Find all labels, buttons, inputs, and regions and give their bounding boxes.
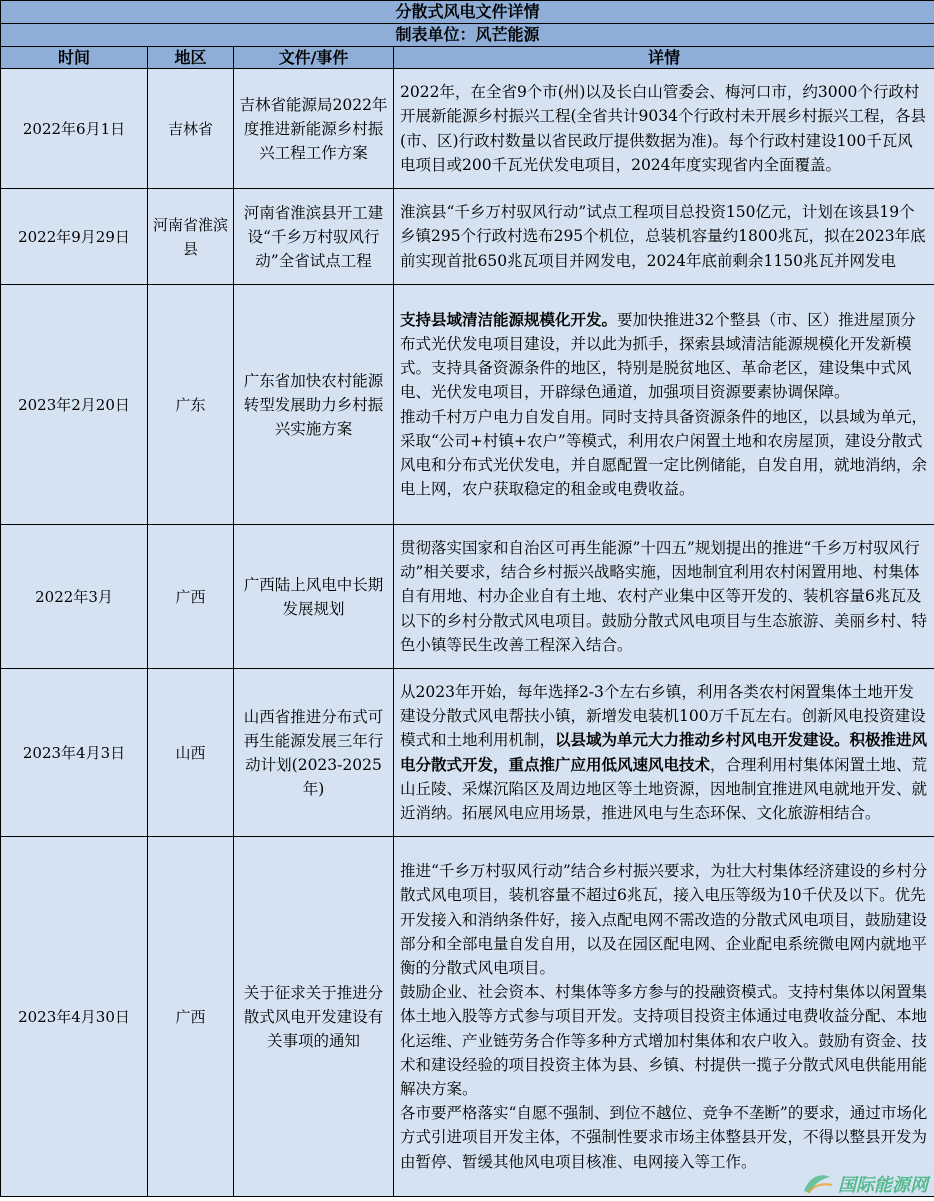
detail-bold: 支持县域清洁能源规模化开发。 (400, 309, 618, 329)
cell-time: 2023年4月30日 (1, 837, 148, 1197)
cell-detail (394, 189, 934, 285)
cell-detail (394, 525, 934, 669)
cell-doc: 广西陆上风电中长期发展规划 (234, 525, 394, 669)
cell-detail (394, 285, 934, 525)
detail-text: 淮滨县“千乡万村驭风行动”试点工程项目总投资150亿元，计划在该县19个乡镇295个行政村选布295个机位，总装机容量约1800兆瓦，拟在2023年底前实现首批650兆瓦项目并网发电，2024年底前剩余1150兆瓦并网发电 (400, 203, 926, 270)
detail-text: 各市要严格落实“自愿不强制、到位不越位、竞争不垄断”的要求，通过市场化方式引进项目开发主体，不强制性要求市场主体整县开发，不得以整县开发为由暂停、暂缓其他风电项目核准、电网接入等工作。 (400, 1104, 928, 1171)
cell-doc: 广东省加快农村能源转型发展助力乡村振兴实施方案 (234, 285, 394, 525)
cell-region: 广东 (148, 285, 234, 525)
watermark-text: 国际能源网 (838, 1175, 928, 1196)
detail-text: 推进“千乡万村驭风行动”结合乡村振兴要求，为壮大村集体经济建设的乡村分散式风电项目，装机容量不超过6兆瓦，接入电压等级为10千伏及以下。优先开发接入和消纳条件好，接入点配电网不需改造的分散式风电项目，鼓励建设部分和全部电量自发自用，以及在园区配电网、企业配电系统微电网内就地平衡的分散式风电项目。 (400, 862, 928, 977)
detail-paragraph (400, 859, 928, 980)
cell-time: 2023年2月20日 (1, 285, 148, 525)
detail-bold: 以县域为单元大力推动乡村风电开发建设。积极推进风电分散式开发，重点推广应用低风速风电技术 (400, 730, 928, 774)
table-title: 分散式风电文件详情 (1, 1, 934, 24)
detail-text: ，合理利用村集体闲置土地、荒山丘陵、采煤沉陷区及周边地区等土地资源，因地制宜推进风电就地开发、就近消纳。拓展风电应用场景，推进风电与生态环保、文化旅游相结合。 (400, 755, 928, 822)
cell-time: 2022年6月1日 (1, 69, 148, 189)
table-row (1, 837, 934, 1197)
detail-paragraph (400, 308, 928, 405)
detail-text: 从2023年开始，每年选择2-3个左右乡镇，利用各类农村闲置集体土地开发建设分散式风电帮扶小镇，新增发电装机100万千瓦左右。创新风电投资建设模式和土地利用机制， (400, 682, 926, 750)
detail-paragraph (400, 80, 928, 177)
table-row (1, 525, 934, 669)
cell-region: 广西 (148, 525, 234, 669)
header-detail: 详情 (394, 47, 934, 69)
cell-time: 2022年3月 (1, 525, 148, 669)
header-time: 时间 (1, 47, 148, 69)
cell-doc: 河南省淮滨县开工建设“千乡万村驭风行动”全省试点工程 (234, 189, 394, 285)
detail-paragraph (400, 536, 928, 657)
table-header-row (1, 47, 934, 69)
table-row (1, 69, 934, 189)
cell-region: 河南省淮滨县 (148, 189, 234, 285)
cell-region: 山西 (148, 669, 234, 837)
cell-doc: 山西省推进分布式可再生能源发展三年行动计划(2023-2025年) (234, 669, 394, 837)
table-unit: 制表单位：风芒能源 (1, 24, 934, 47)
detail-paragraph (400, 1101, 928, 1174)
cell-doc: 关于征求关于推进分散式风电开发建设有关事项的通知 (234, 837, 394, 1197)
table-title-row (1, 1, 934, 24)
cell-detail (394, 69, 934, 189)
table-unit-row (1, 24, 934, 47)
cell-doc: 吉林省能源局2022年度推进新能源乡村振兴工程工作方案 (234, 69, 394, 189)
cell-time: 2022年9月29日 (1, 189, 148, 285)
detail-paragraph (400, 680, 928, 825)
cell-time: 2023年4月3日 (1, 669, 148, 837)
detail-paragraph (400, 200, 928, 273)
header-region: 地区 (148, 47, 234, 69)
detail-paragraph (400, 980, 928, 1101)
detail-text: 鼓励企业、社会资本、村集体等多方参与的投融资模式。支持村集体以闲置集体土地入股等方式参与项目开发。支持项目投资主体通过电费收益分配、本地化运维、产业链劳务合作等多种方式增加村集体和农户收入。鼓励有资金、技术和建设经验的项目投资主体为县、乡镇、村提供一揽子分散式风电供能用能解决方案。 (400, 983, 928, 1098)
detail-text: 推动千村万户电力自发自用。同时支持具备资源条件的地区，以县域为单元，采取“公司+村镇+农户”等模式，利用农户闲置土地和农房屋顶，建设分散式风电和分布式光伏发电，并自愿配置一定比例储能，自发自用，就地消纳，余电上网，农户获取稳定的租金或电费收益。 (400, 407, 928, 499)
detail-text: 要加快推进32个整县（市、区）推进屋顶分布式光伏发电项目建设，并以此为抓手，探索县域清洁能源规模化开发新模式。支持具备资源条件的地区，特别是脱贫地区、革命老区，建设集中式风电、光伏发电项目，开辟绿色通道，加强项目资源要素协调保障。 (400, 310, 916, 402)
table-row (1, 669, 934, 837)
detail-text: 贯彻落实国家和自治区可再生能源”十四五”规划提出的推进“千乡万村驭风行动”相关要求，结合乡村振兴战略实施，因地制宜利用农村闲置用地、村集体自有用地、村办企业自有土地、农村产业集中区等开发的、装机容量6兆瓦及以下的乡村分散式风电项目。鼓励分散式风电项目与生态旅游、美丽乡村、特色小镇等民生改善工程深入结合。 (400, 538, 928, 654)
table-row (1, 285, 934, 525)
cell-region: 吉林省 (148, 69, 234, 189)
detail-paragraph (400, 405, 928, 502)
cell-region: 广西 (148, 837, 234, 1197)
cell-detail (394, 837, 934, 1197)
table-row (1, 189, 934, 285)
cell-detail (394, 669, 934, 837)
detail-text: 2022年，在全省9个市(州)以及长白山管委会、梅河口市，约3000个行政村开展新能源乡村振兴工程(全省共计9034个行政村未开展乡村振兴工程，各县(市、区)行政村数量以省民政厅提供数据为准)。每个行政村建设100千瓦风电项目或200千瓦光伏发电项目，2024年度实现省内全面覆盖。 (400, 83, 926, 174)
header-doc: 文件/事件 (234, 47, 394, 69)
